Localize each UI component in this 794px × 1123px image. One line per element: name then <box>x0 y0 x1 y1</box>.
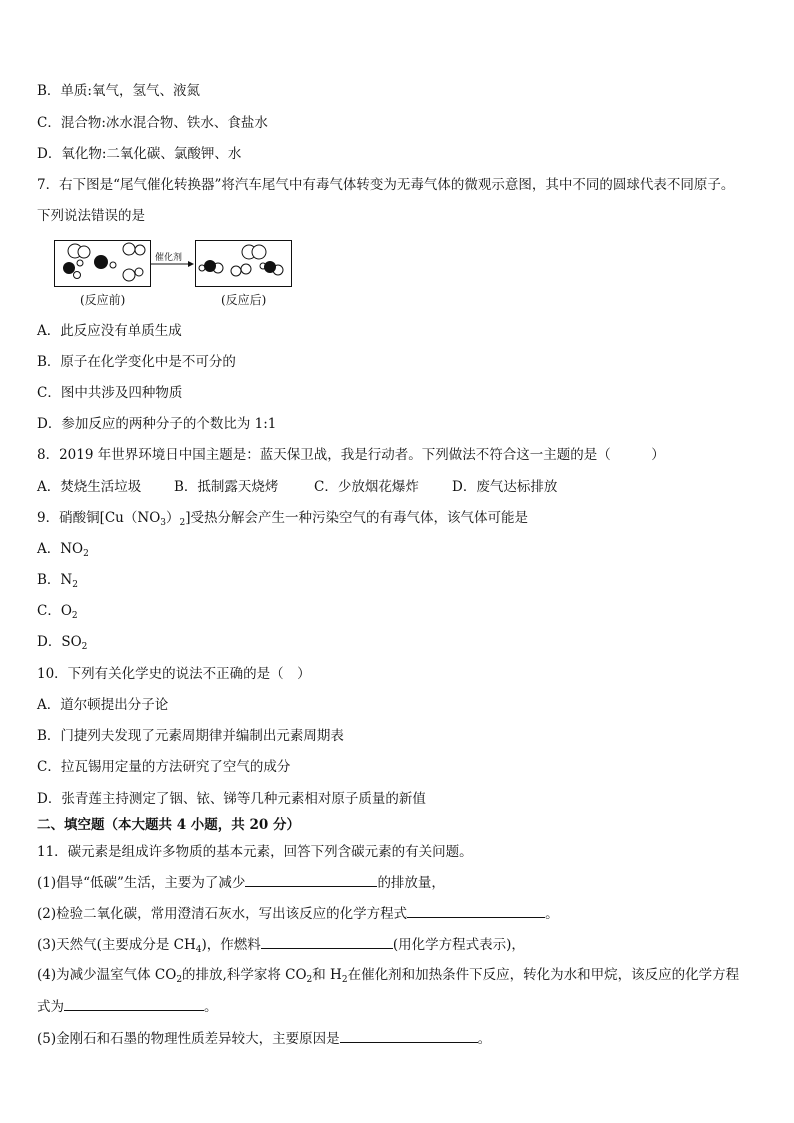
q11-part2: (2)检验二氧化碳，常用澄清石灰水，写出该反应的化学方程式 。 <box>37 903 559 924</box>
q9-option-c: C．$O_2$ <box>37 603 78 621</box>
q11-part1: (1)倡导“低碳”生活，主要为了减少 的排放量， <box>37 872 445 893</box>
q10-stem: 10．下列有关化学史的说法不正确的是（ ） <box>37 666 311 682</box>
q6-option-d: D．氧化物:二氧化碳、氯酸钾、水 <box>37 146 242 162</box>
q10-option-d: D．张青莲主持测定了铟、铱、锑等几种元素相对原子质量的新值 <box>37 791 426 807</box>
before-reaction-box <box>54 240 151 287</box>
q7-stem-continued: 下列说法错误的是 <box>37 208 145 224</box>
q6-option-b: B．单质:氧气，氢气、液氮 <box>37 83 200 99</box>
after-caption: (反应后) <box>221 293 267 307</box>
answer-blank[interactable] <box>261 934 393 949</box>
q8-option-a: A．焚烧生活垃圾 <box>37 479 142 495</box>
answer-blank[interactable] <box>245 872 377 887</box>
q9-option-d: D．$SO_2$ <box>37 634 88 652</box>
q8-option-c: C．少放烟花爆炸 <box>314 479 419 495</box>
q7-option-b: B．原子在化学变化中是不可分的 <box>37 354 236 370</box>
before-caption: (反应前) <box>80 293 126 307</box>
q10-option-b: B．门捷列夫发现了元素周期律并编制出元素周期表 <box>37 728 344 744</box>
q9-option-a: A．$NO_2$ <box>37 541 89 559</box>
before-molecules-image <box>55 241 150 286</box>
q11-part3: (3)天然气(主要成分是 $CH_4$)，作燃料 (用化学方程式表示)， <box>37 934 525 955</box>
q10-option-c: C．拉瓦锡用定量的方法研究了空气的成分 <box>37 759 291 775</box>
q8-option-b: B．抵制露天烧烤 <box>174 479 279 495</box>
q11-part4-continued: 式为 。 <box>37 996 218 1017</box>
q11-part5: (5)金刚石和石墨的物理性质差异较大，主要原因是 。 <box>37 1028 491 1049</box>
q11-stem: 11．碳元素是组成许多物质的基本元素，回答下列含碳元素的有关问题。 <box>37 844 473 860</box>
catalyst-label: 催化剂 <box>155 253 183 263</box>
q9-option-b: B．$N_2$ <box>37 572 78 590</box>
q7-option-c: C．图中共涉及四种物质 <box>37 385 183 401</box>
answer-blank[interactable] <box>64 996 204 1011</box>
q8-option-d: D．废气达标排放 <box>452 479 558 495</box>
after-reaction-box <box>195 240 292 287</box>
q10-option-a: A．道尔顿提出分子论 <box>37 697 169 713</box>
q7-option-a: A．此反应没有单质生成 <box>37 323 182 339</box>
q9-stem: 9．硝酸铜$[Cu(NO_3)_2]$受热分解会产生一种污染空气的有毒气体，该气体可能是 <box>37 510 529 528</box>
answer-blank[interactable] <box>340 1028 478 1043</box>
section-heading-fill-in: 二、填空题（本大题共 4 小题，共 20 分） <box>37 817 300 833</box>
q11-part4: (4)为减少温室气体 $CO_2$的排放,科学家将 $CO_2$和 $H_2$在催化剂和加热条件下反应，转化为水和甲烷，该反应的化学方程 <box>37 967 740 985</box>
q6-option-c: C．混合物:冰水混合物、铁水、食盐水 <box>37 115 268 131</box>
answer-blank[interactable] <box>407 903 545 918</box>
q7-option-d: D．参加反应的两种分子的个数比为 1:1 <box>37 416 277 432</box>
after-molecules-image <box>196 241 291 286</box>
q7-stem: 7．右下图是“尾气催化转换器”将汽车尾气中有毒气体转变为无毒气体的微观示意图，其中不同的圆球代表不同原子。 <box>37 177 735 193</box>
q8-stem: 8．2019 年世界环境日中国主题是：蓝天保卫战，我是行动者。下列做法不符合这一主题的是（ ） <box>37 447 665 463</box>
